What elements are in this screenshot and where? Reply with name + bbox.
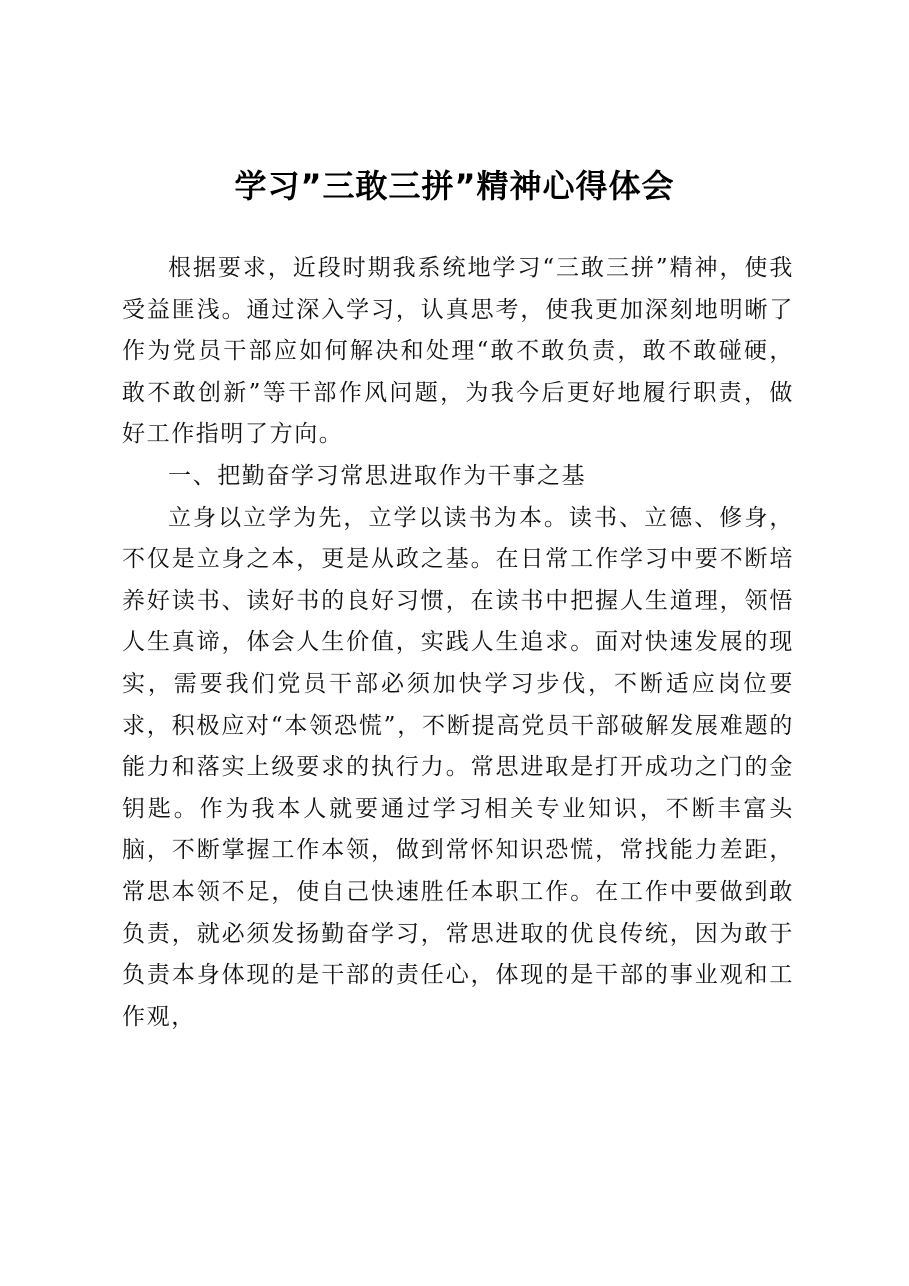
paragraph-section-1: 立身以立学为先，立学以读书为本。读书、立德、修身，不仅是立身之本，更是从政之基。在日常工作学习中要不断培养好读书、读好书的良好习惯，在读书中把握人生道理，领悟人生真谛，体会人生价值，实践人生追求。面对快速发展的现实，需要我们党员干部必须加快学习步伐，不断适应岗位要求，积极应对“本领恐慌”，不断提高党员干部破解发展难题的能力和落实上级要求的执行力。常思进取是打开成功之门的金钥匙。作为我本人就要通过学习相关专业知识，不断丰富头脑，不断掌握工作本领，做到常怀知识恐慌，常找能力差距，常思本领不足，使自己快速胜任本职工作。在工作中要做到敢负责，就必须发扬勤奋学习，常思进取的优良传统，因为敢于负责本身体现的是干部的责任心，体现的是干部的事业观和工作观， <box>122 504 794 1030</box>
paragraph-intro: 根据要求，近段时期我系统地学习“三敢三拼”精神，使我受益匪浅。通过深入学习，认真思考，使我更加深刻地明晰了作为党员干部应如何解决和处理“敢不敢负责，敢不敢碰硬，敢不敢创新”等干部作风问题，为我今后更好地履行职责，做好工作指明了方向。 <box>122 255 794 448</box>
document-body <box>122 248 794 1038</box>
document-title: 学习”三敢三拼”精神心得体会 <box>234 167 675 205</box>
section-heading-1: 一、把勤奋学习常思进取作为干事之基 <box>168 462 587 489</box>
